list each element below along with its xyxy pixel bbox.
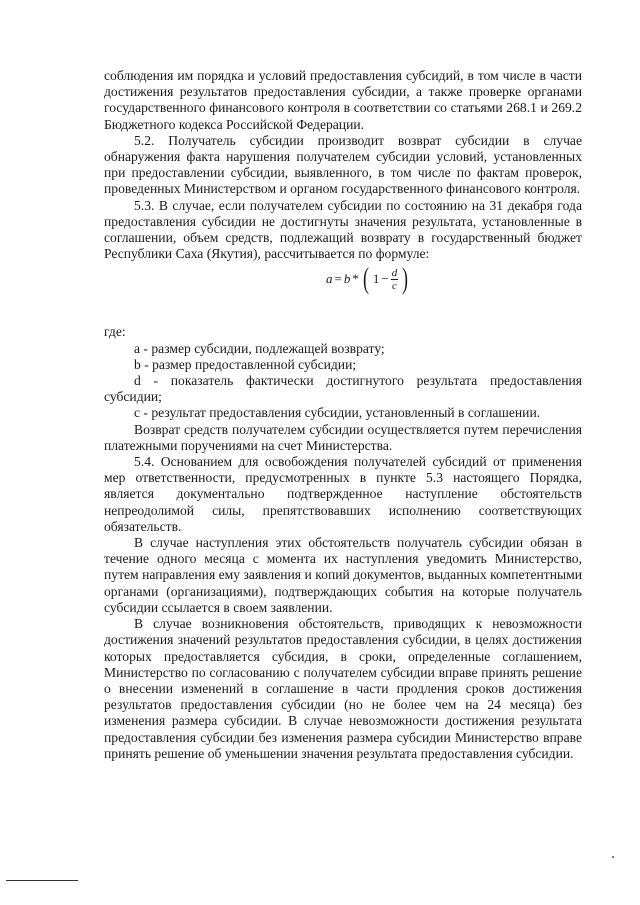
formula-block <box>104 262 582 312</box>
definition-b: b - размер предоставленной субсидии; <box>134 356 357 372</box>
formula-left-paren: ( <box>362 262 369 296</box>
document-page <box>104 68 582 762</box>
definition-d: d - показатель фактически достигнутого результата предоставления субсидии; <box>104 373 582 405</box>
formula-b: b <box>343 271 351 287</box>
paragraph-5-4: 5.4. Основанием для освобождения получателей субсидий от применения мер ответственности, предусмотренных в пункте 5.3 настоящего Порядка, является документально подтвержденное наступление обстоятельств непреодолимой силы, препятствовавших исполнению соответствующих обязательств. <box>104 454 582 534</box>
definition-a: a - размер субсидии, подлежащей возврату; <box>134 340 385 356</box>
paragraph-5-3: 5.3. В случае, если получателем субсидии по состоянию на 31 декабря года предоставления субсидии не достигнуты значения результата, установленные в соглашении, объем средств, подлежащий возврату в государственный бюджет Республики Саха (Якутия), рассчитывается по формуле: <box>104 197 582 262</box>
formula-lhs: a <box>326 271 333 287</box>
footer-rule <box>6 880 78 881</box>
formula-denominator: c <box>391 279 397 292</box>
formula-multiply: * <box>352 271 359 287</box>
paragraph-extension: В случае возникновения обстоятельств, приводящих к невозможности достижения значений результатов предоставления субсидии, в целях достижения которых предоставляется субсидия, в сроки, определенные соглашением, Министерство по согласованию с получателем субсидии вправе принять решение о внесении изменений в соглашение в части продления сроков достижения результатов предоставления субсидии (но не более чем на 24 месяца) без изменения размера субсидии. В случае невозможности достижения результата предоставления субсидии без изменения размера субсидии Министерство вправе принять решение об уменьшении значения результата предоставления субсидии. <box>104 616 582 761</box>
formula-equals: = <box>334 271 342 287</box>
scan-speck <box>612 856 614 858</box>
definition-c: c - результат предоставления субсидии, установленный в соглашении. <box>134 405 541 421</box>
formula-fraction <box>391 267 399 292</box>
formula-numerator: d <box>391 266 398 279</box>
paragraph-5-2: 5.2. Получатель субсидии производит возврат субсидии в случае обнаружения факта нарушения получателем субсидии условий, установленных при предоставлении субсидии, выявленного, в том числе по фактам проверок, проведенных Министерством и органом государственного финансового контроля. <box>104 132 582 197</box>
paragraph-refund: Возврат средств получателем субсидии осуществляется путем перечисления платежными поручениями на счет Министерства. <box>104 421 582 453</box>
where-label: где: <box>104 324 126 340</box>
formula-one: 1 <box>372 271 380 287</box>
paragraph-force-majeure: В случае наступления этих обстоятельств получатель субсидии обязан в течение одного месяца с момента их наступления уведомить Министерство, путем направления ему заявления и копий документов, выданных компетентными органами (организациями), подтверждающих события на которые получатель субсидии ссылается в своем заявлении. <box>104 535 582 615</box>
formula <box>326 264 410 294</box>
formula-right-paren: ) <box>402 262 409 296</box>
paragraph-continuation: соблюдения им порядка и условий предоставления субсидий, в том числе в части достижения результатов предоставления субсидии, а также проверке органами государственного финансового контроля в соответствии со статьями 268.1 и 269.2 Бюджетного кодекса Российской Федерации. <box>104 68 582 132</box>
formula-minus: − <box>381 271 389 287</box>
